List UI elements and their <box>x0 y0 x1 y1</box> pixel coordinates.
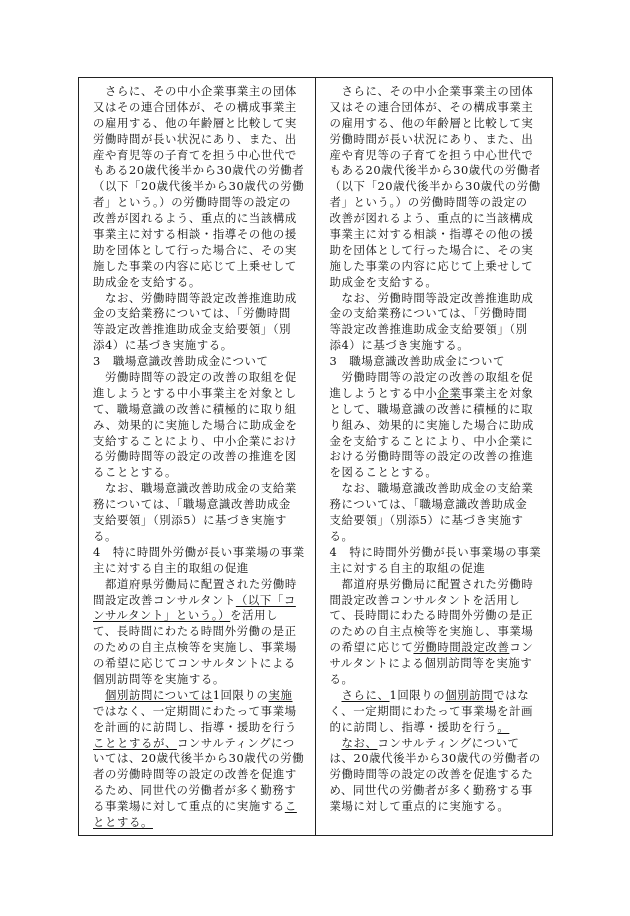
text-line <box>330 640 549 656</box>
text-segment: 都道府県労働局に配置された労働時 <box>93 576 297 591</box>
text-line <box>330 306 549 322</box>
text-segment: ではな <box>493 687 530 702</box>
text-segment: る事業場に対して重点的に実施する <box>93 799 285 814</box>
text-line <box>93 338 311 354</box>
new-text-column <box>316 78 553 835</box>
text-line <box>330 402 549 418</box>
text-line <box>330 608 549 624</box>
text-segment: 都道府県労働局に配置された労働時 <box>329 576 534 591</box>
text-segment: もある20歳代後半から30歳代の労働者 <box>329 163 541 178</box>
text-segment: いては、20歳代後半から30歳代の労働 <box>93 751 305 766</box>
text-line <box>330 243 549 259</box>
underlined-text: さらに、 <box>341 687 390 702</box>
text-line <box>330 751 549 767</box>
text-segment: 又はその連合団体が、その構成事業主 <box>93 99 297 114</box>
text-segment: を計画的に訪問し、指導・援助を行う <box>93 719 297 734</box>
underlined-text: 個別訪問については <box>105 687 213 702</box>
text-line <box>93 322 311 338</box>
text-segment: 労働時間等の設定の改善を促進するた <box>329 767 534 782</box>
text-segment: を図ることとする。 <box>329 465 438 480</box>
text-line <box>93 386 311 402</box>
text-segment: 1回限りの <box>389 687 446 702</box>
text-segment: 個別訪問等を実施する。 <box>93 671 225 686</box>
text-line <box>93 116 311 132</box>
text-segment: 金を支給することにより、中小企業に <box>329 433 534 448</box>
text-segment: て、職場意識の改善に積極的に取り組 <box>93 401 297 416</box>
text-segment: 務については、「職場意識改善助成金 <box>329 497 528 512</box>
text-segment: 助を団体として行った場合に、その実 <box>93 242 297 257</box>
text-line <box>93 465 311 481</box>
text-segment: 産や育児等の子育てを担う中心世代で <box>93 147 297 162</box>
text-segment: 主に対する自主的取組の促進 <box>329 560 486 575</box>
underlined-text: 。 <box>497 719 510 734</box>
text-segment: サルタントによる個別訪問等を実施す <box>329 656 533 671</box>
text-segment: 助成金を支給する。 <box>93 274 201 289</box>
text-segment: 助成金を支給する。 <box>329 274 438 289</box>
text-line <box>93 561 311 577</box>
text-line <box>93 577 311 593</box>
text-line <box>93 354 311 370</box>
text-segment: 業場に対して重点的に実施する。 <box>329 799 510 814</box>
old-text-column <box>79 78 316 835</box>
text-segment: る。 <box>93 528 117 543</box>
text-segment: 労働時間が長い状況にあり、また、出 <box>93 131 297 146</box>
text-line <box>93 370 311 386</box>
text-segment: 等設定改善推進助成金支給要領」（別 <box>329 322 528 337</box>
text-line <box>93 640 311 656</box>
text-line <box>93 815 311 831</box>
text-segment: 支給要領」（別添5）に基づき実施す <box>329 513 524 528</box>
text-segment: もある20歳代後半から30歳代の労働者 <box>93 163 305 178</box>
text-segment: 助を団体として行った場合に、その実 <box>329 242 534 257</box>
text-line <box>330 418 549 434</box>
text-segment: ることとする。 <box>93 465 177 480</box>
text-segment: 3 職場意識改善助成金について <box>329 354 505 369</box>
text-line <box>330 132 549 148</box>
text-line <box>93 736 311 752</box>
text-segment: 事業主に対する相談・指導その他の援 <box>329 227 534 242</box>
text-segment: 者」という。）の労働時間等の設定の <box>329 195 528 210</box>
underlined-text: 企業 <box>437 385 462 400</box>
underlined-text: こととするが、 <box>93 735 177 750</box>
text-line <box>93 767 311 783</box>
text-line <box>330 148 549 164</box>
text-segment: の希望に応じてコンサルタントによる <box>93 656 296 671</box>
text-line <box>93 84 311 100</box>
text-segment: さらに、その中小企業事業主の団体 <box>329 84 534 98</box>
comparison-table <box>78 77 553 836</box>
text-line <box>330 513 549 529</box>
text-segment: 又はその連合団体が、その構成事業主 <box>329 99 534 114</box>
text-segment: 者」という。）の労働時間等の設定の <box>93 195 292 210</box>
underlined-text: ンサルタント」という。） <box>93 608 231 623</box>
text-line <box>93 195 311 211</box>
text-line <box>330 163 549 179</box>
text-line <box>330 386 549 402</box>
text-line <box>330 561 549 577</box>
text-line <box>93 449 311 465</box>
text-segment: 主に対する自主的取組の促進 <box>93 560 249 575</box>
text-line <box>93 513 311 529</box>
text-line <box>93 529 311 545</box>
text-line <box>93 132 311 148</box>
text-segment: なお、労働時間等設定改善推進助成 <box>93 290 297 305</box>
text-segment: 等設定改善推進助成金支給要領」（別 <box>93 322 292 337</box>
text-line <box>93 497 311 513</box>
text-line <box>93 783 311 799</box>
text-segment: 間設定改善コンサルタントを活用し <box>329 592 521 607</box>
text-line <box>93 672 311 688</box>
text-segment: 施した事業の内容に応じて上乗せして <box>329 258 534 273</box>
text-line <box>330 465 549 481</box>
text-line <box>330 84 549 100</box>
text-segment: る。 <box>329 528 354 543</box>
text-segment: として、職場意識の改善に積極的に取 <box>329 401 534 416</box>
text-segment: 産や育児等の子育てを担う中心世代で <box>329 147 534 162</box>
text-segment: 金の支給業務については、「労働時間 <box>93 306 291 321</box>
text-segment: 4 特に時間外労働が長い事業場の事業 <box>329 544 542 559</box>
text-segment: のための自主点検等を実施し、事業場 <box>329 624 534 639</box>
text-segment: の雇用する、他の年齢層と比較して実 <box>93 115 297 130</box>
text-segment: 改善が図れるよう、重点的に当該構成 <box>93 211 297 226</box>
text-line <box>330 704 549 720</box>
text-line <box>330 338 549 354</box>
text-line <box>93 291 311 307</box>
underlined-text: 実施 <box>268 687 293 702</box>
text-line <box>93 227 311 243</box>
text-segment: る。 <box>329 671 354 686</box>
text-segment: り組み、効果的に実施した場合に助成 <box>329 417 535 432</box>
text-line <box>330 577 549 593</box>
text-segment: 支給することにより、中小企業におけ <box>93 433 297 448</box>
text-segment: 労働時間等の設定の改善の取組を促 <box>93 370 297 385</box>
text-line <box>330 736 549 752</box>
text-line <box>93 545 311 561</box>
text-segment: 添4）に基づき実施する。 <box>93 338 233 353</box>
text-segment: 進しようとする中小 <box>329 385 438 400</box>
text-segment: は、20歳代後半から30歳代の労働者の <box>329 751 541 766</box>
text-segment: み、効果的に実施した場合に助成金を <box>93 417 298 432</box>
underlined-text: 個別訪問 <box>445 687 494 702</box>
text-line <box>93 163 311 179</box>
text-line <box>93 418 311 434</box>
text-line <box>330 227 549 243</box>
text-segment: を活用し <box>230 608 279 623</box>
text-segment: コンサルティングについて <box>377 735 520 750</box>
text-line <box>330 783 549 799</box>
text-line <box>93 434 311 450</box>
text-segment: 1回限りの <box>212 687 269 702</box>
text-line <box>93 799 311 815</box>
text-line <box>330 672 549 688</box>
text-segment: 労働時間等の設定の改善の取組を促 <box>329 370 534 385</box>
text-line <box>330 291 549 307</box>
text-line <box>93 243 311 259</box>
underlined-text: 労働時間設定改善 <box>413 640 510 655</box>
text-segment: おける労働時間等の設定の改善の推進 <box>329 449 534 464</box>
text-line <box>93 751 311 767</box>
text-segment: なお、労働時間等設定改善推進助成 <box>329 290 534 305</box>
text-line <box>330 195 549 211</box>
text-segment: 支給要領」（別添5）に基づき実施す <box>93 513 287 528</box>
text-line <box>330 116 549 132</box>
text-segment: て、長時間にわたる時間外労働の是正 <box>329 608 534 623</box>
text-segment: 進しようとする中小事業主を対象とし <box>93 385 297 400</box>
text-segment <box>330 688 342 702</box>
text-line <box>93 148 311 164</box>
text-segment: の希望に応じて <box>329 640 414 655</box>
text-line <box>330 100 549 116</box>
text-line <box>330 624 549 640</box>
text-line <box>93 100 311 116</box>
text-line <box>93 688 311 704</box>
text-segment: る労働時間等の設定の改善の推進を図 <box>93 449 297 464</box>
text-line <box>330 656 549 672</box>
text-line <box>330 354 549 370</box>
text-segment <box>330 736 342 750</box>
text-line <box>93 402 311 418</box>
text-segment: るため、同世代の労働者が多く勤務す <box>93 783 297 798</box>
text-line <box>330 545 549 561</box>
text-segment: 添4）に基づき実施する。 <box>329 338 470 353</box>
text-segment: さらに、その中小企業事業主の団体 <box>93 84 297 98</box>
text-segment: 施した事業の内容に応じて上乗せして <box>93 258 297 273</box>
underlined-text: なお、 <box>341 735 378 750</box>
text-line <box>330 767 549 783</box>
text-line <box>330 481 549 497</box>
text-line <box>330 720 549 736</box>
text-segment: の雇用する、他の年齢層と比較して実 <box>329 115 534 130</box>
text-line <box>330 370 549 386</box>
text-line <box>93 179 311 195</box>
text-line <box>93 481 311 497</box>
text-segment: て、長時間にわたる時間外労働の是正 <box>93 624 297 639</box>
text-segment: 者の労働時間等の設定の改善を促進す <box>93 767 297 782</box>
text-line <box>330 497 549 513</box>
text-segment: 改善が図れるよう、重点的に当該構成 <box>329 211 534 226</box>
underlined-text: （以下「コ <box>235 592 296 607</box>
underlined-text: ととする。 <box>93 814 153 829</box>
text-segment: 労働時間が長い状況にあり、また、出 <box>329 131 534 146</box>
text-segment: 事業主に対する相談・指導その他の援 <box>93 227 297 242</box>
text-segment: 3 職場意識改善助成金について <box>93 354 269 369</box>
text-line <box>93 624 311 640</box>
text-line <box>330 593 549 609</box>
text-segment: のための自主点検等を実施し、事業場 <box>93 640 297 655</box>
text-segment: 金の支給業務については、「労働時間 <box>329 306 528 321</box>
text-segment: 4 特に時間外労働が長い事業場の事業 <box>93 544 305 559</box>
text-line <box>330 799 549 815</box>
text-segment: 務については、「職場意識改善助成金 <box>93 497 291 512</box>
underlined-text: こ <box>284 799 297 814</box>
text-segment: く、一定期間にわたって事業場を計画 <box>329 703 534 718</box>
text-line <box>93 306 311 322</box>
text-segment: 的に訪問し、指導・援助を行う <box>329 719 498 734</box>
text-segment <box>93 688 105 702</box>
text-segment: （以下「20歳代後半から30歳代の労働 <box>93 179 305 194</box>
text-line <box>330 179 549 195</box>
text-line <box>330 275 549 291</box>
text-line <box>330 259 549 275</box>
text-segment: コンサルティングにつ <box>176 735 295 750</box>
text-segment: ではなく、一定期間にわたって事業場 <box>93 703 297 718</box>
text-line <box>93 593 311 609</box>
text-segment: 事業主を対象 <box>461 385 534 400</box>
text-line <box>330 211 549 227</box>
text-segment: なお、職場意識改善助成金の支給業 <box>329 481 534 496</box>
text-line <box>93 211 311 227</box>
text-segment: 間設定改善コンサルタント <box>93 592 236 607</box>
text-segment: （以下「20歳代後半から30歳代の労働 <box>329 179 541 194</box>
text-line <box>93 275 311 291</box>
text-line <box>93 704 311 720</box>
text-line <box>93 608 311 624</box>
text-segment: め、同世代の労働者が多く勤務する事 <box>329 783 533 798</box>
text-line <box>330 434 549 450</box>
text-line <box>330 529 549 545</box>
text-line <box>93 259 311 275</box>
text-line <box>93 720 311 736</box>
text-segment: なお、職場意識改善助成金の支給業 <box>93 481 297 496</box>
text-line <box>330 688 549 704</box>
text-line <box>330 322 549 338</box>
text-line <box>93 656 311 672</box>
text-line <box>330 449 549 465</box>
text-segment: コン <box>509 640 534 655</box>
